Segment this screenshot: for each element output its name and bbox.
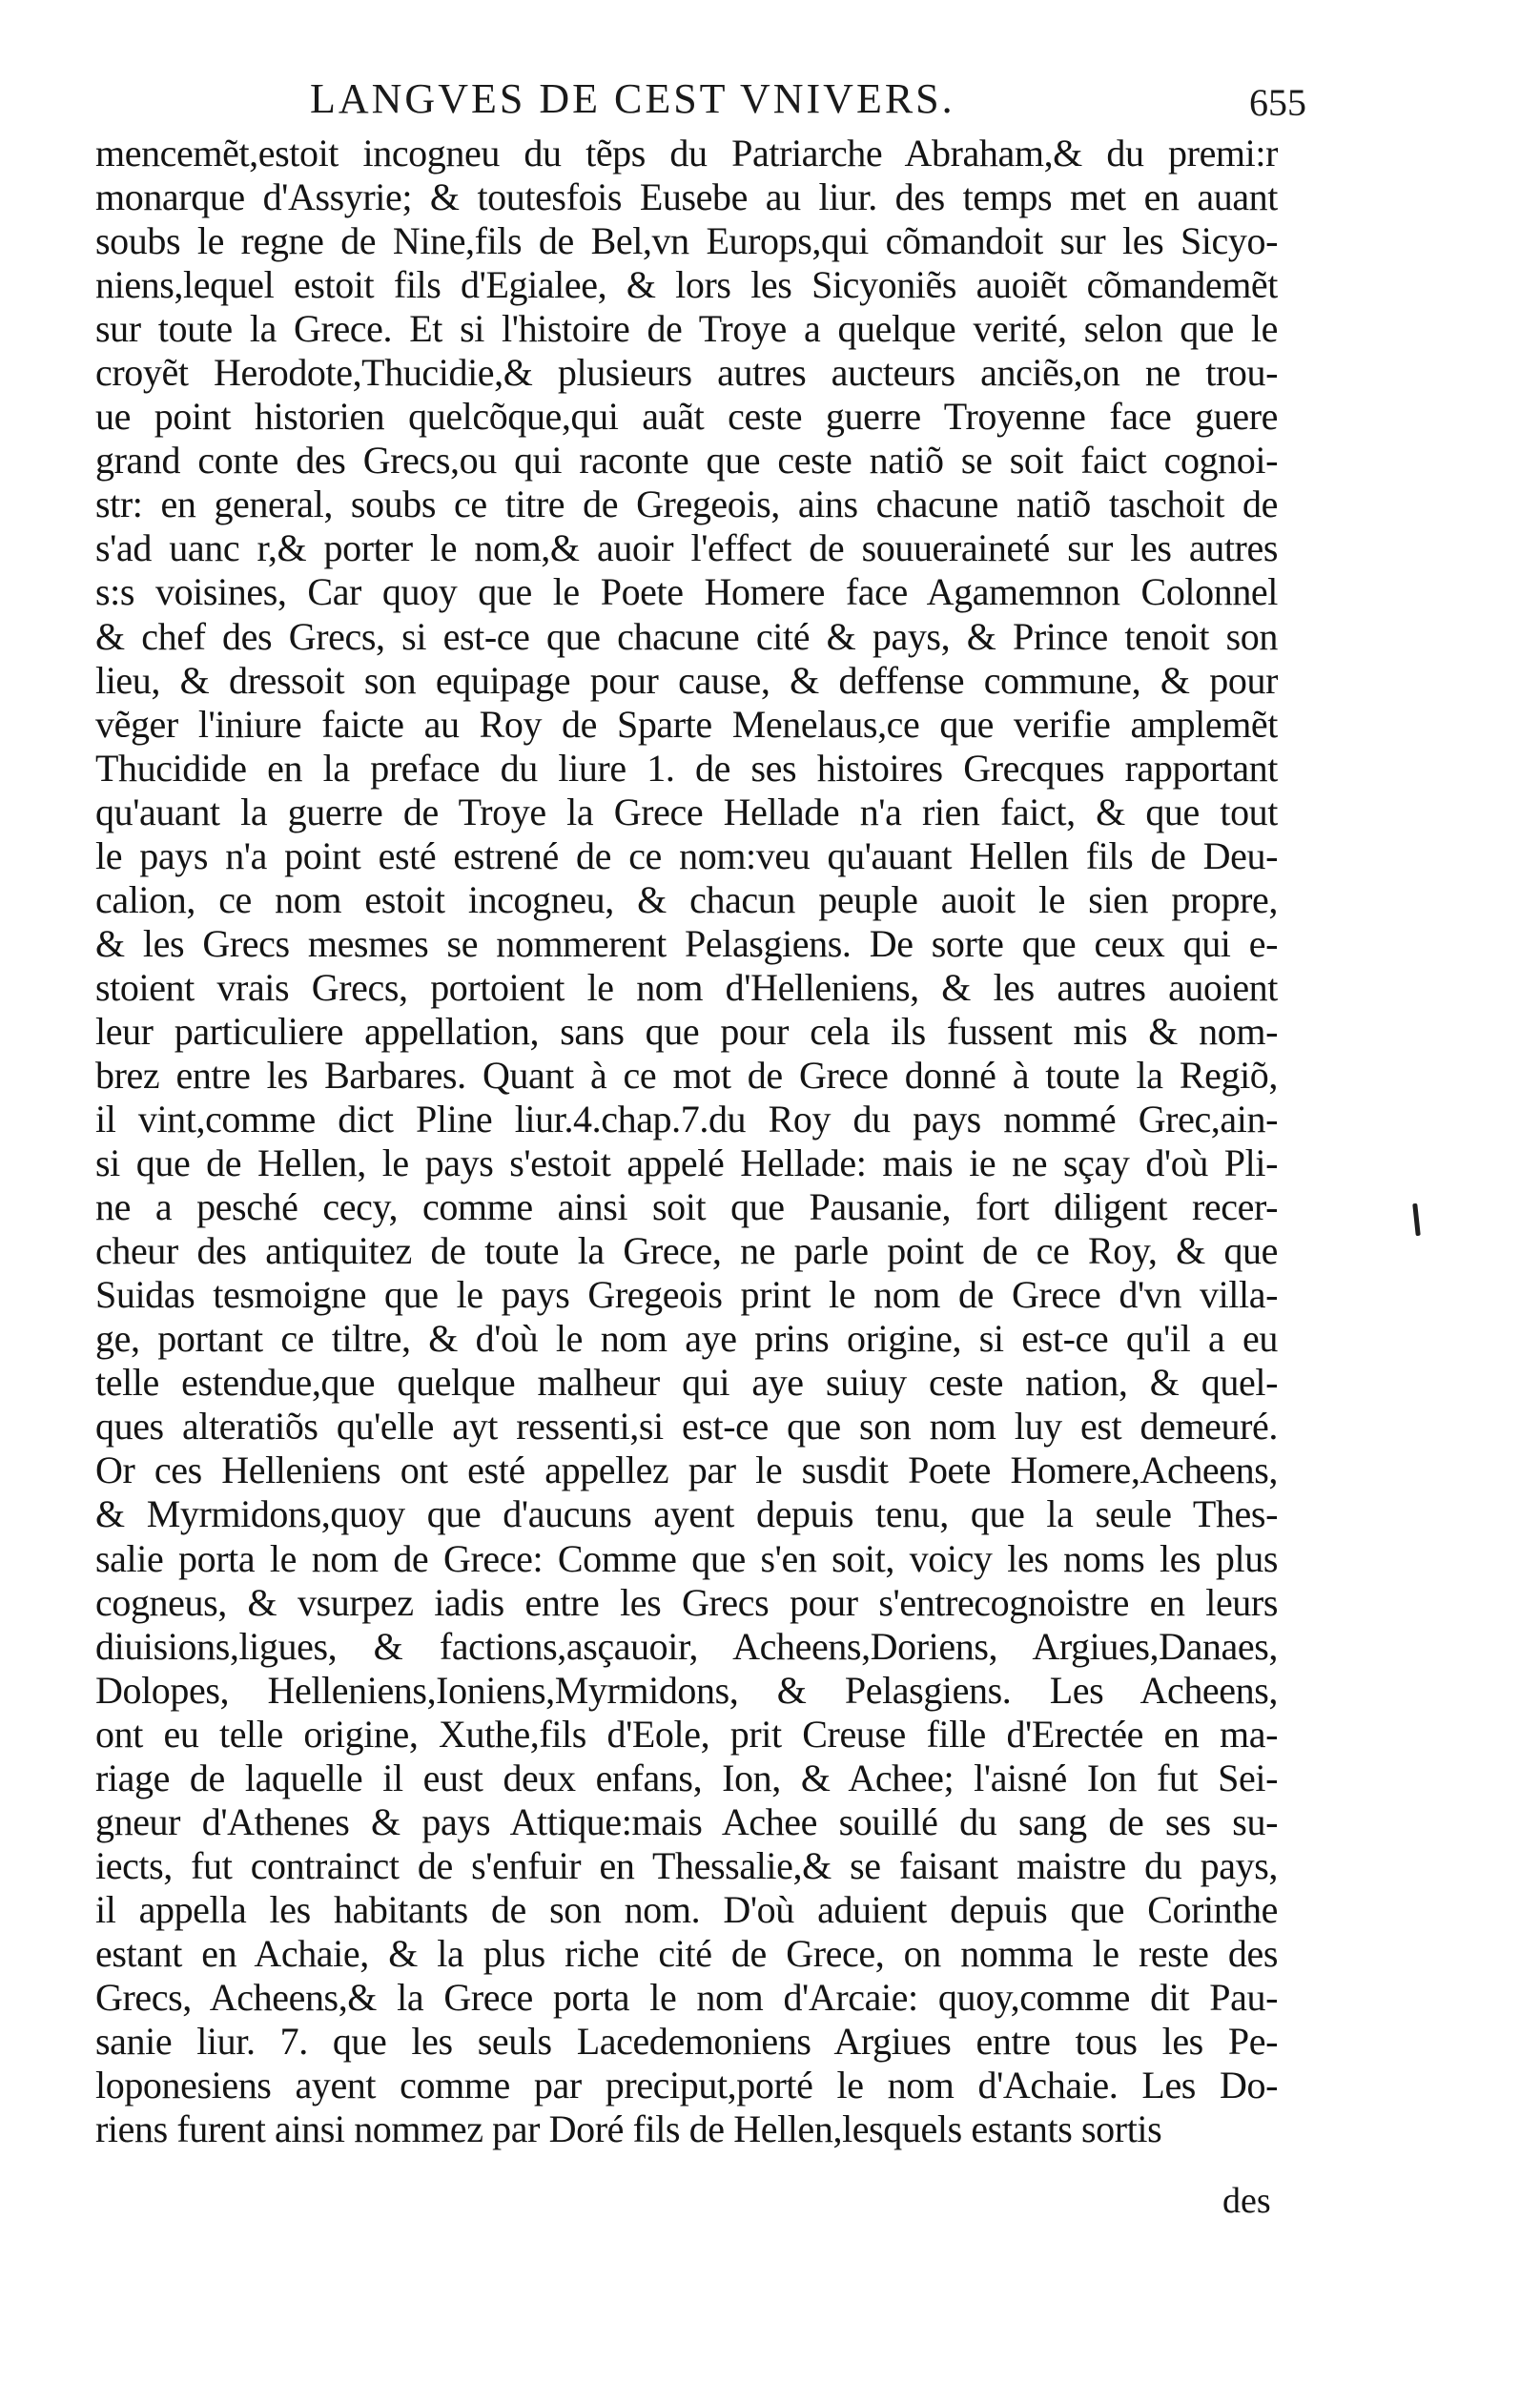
text-line: il appella les habitants de son nom. D'où aduient depuis que Corinthe — [95, 1887, 1278, 1931]
text-line: gneur d'Athenes & pays Attique:mais Achee souillé du sang de ses su- — [95, 1799, 1278, 1843]
text-line: cheur des antiquitez de toute la Grece, ne parle point de ce Roy, & que — [95, 1229, 1278, 1273]
text-line: & Myrmidons,quoy que d'aucuns ayent depuis tenu, que la seule Thes- — [95, 1492, 1278, 1536]
text-line: s'ad uanc r,& porter le nom,& auoir l'effect de souueraineté sur les autres — [95, 526, 1278, 570]
text-line: il vint,comme dict Pline liur.4.chap.7.du Roy du pays nommé Grec,ain- — [95, 1098, 1278, 1141]
catchword: des — [1222, 2181, 1271, 2221]
text-line: iects, fut contrainct de s'enfuir en Thessalie,& se faisant maistre du pays, — [95, 1843, 1278, 1887]
text-line: salie porta le nom de Grece: Comme que s'en soit, voicy les noms les plus — [95, 1536, 1278, 1580]
margin-mark — [1412, 1203, 1421, 1236]
text-line: grand conte des Grecs,ou qui raconte que ceste natiõ se soit faict cognoi- — [95, 439, 1278, 483]
text-line: mencemẽt,estoit incogneu du tẽps du Patriarche Abraham,& du premi:r — [95, 132, 1278, 175]
text-line: ge, portant ce tiltre, & d'où le nom aye prins origine, si est-ce qu'il a eu — [95, 1317, 1278, 1361]
text-line: calion, ce nom estoit incogneu, & chacun peuple auoit le sien propre, — [95, 877, 1278, 921]
text-line: telle estendue,que quelque malheur qui aye suiuy ceste nation, & quel- — [95, 1361, 1278, 1405]
text-line: Suidas tesmoigne que le pays Gregeois print le nom de Grece d'vn villa- — [95, 1273, 1278, 1317]
text-line: niens,lequel estoit fils d'Egialee, & lors les Sicyoniẽs auoiẽt cõmandemẽt — [95, 263, 1278, 307]
running-head: LANGVES DE CEST VNIVERS. — [310, 75, 955, 122]
text-line: & chef des Grecs, si est-ce que chacune cité & pays, & Prince tenoit son — [95, 614, 1278, 658]
text-line: sur toute la Grece. Et si l'histoire de Troye a quelque verité, selon que le — [95, 307, 1278, 351]
text-line: brez entre les Barbares. Quant à ce mot de Grece donné à toute la Regiõ, — [95, 1053, 1278, 1097]
text-line: estant en Achaie, & la plus riche cité de Grece, on nomma le reste des — [95, 1931, 1278, 1975]
text-line: Thucidide en la preface du liure 1. de ses histoires Grecques rapportant — [95, 746, 1278, 790]
text-line: riage de laquelle il eust deux enfans, Ion, & Achee; l'aisné Ion fut Sei- — [95, 1756, 1278, 1799]
text-line: le pays n'a point esté estrené de ce nom:veu qu'auant Hellen fils de Deu- — [95, 833, 1278, 877]
text-line: soubs le regne de Nine,fils de Bel,vn Europs,qui cõmandoit sur les Sicyo- — [95, 219, 1278, 263]
text-line: qu'auant la guerre de Troye la Grece Hellade n'a rien faict, & que tout — [95, 790, 1278, 833]
text-line: diuisions,ligues, & factions,asçauoir, Acheens,Doriens, Argiues,Danaes, — [95, 1624, 1278, 1668]
text-line: si que de Hellen, le pays s'estoit appelé Hellade: mais ie ne sçay d'où Pli- — [95, 1141, 1278, 1185]
page-header — [95, 74, 1306, 132]
body-text — [95, 132, 1278, 2151]
text-line: loponesiens ayent comme par preciput,porté le nom d'Achaie. Les Do- — [95, 2064, 1278, 2107]
text-line: ont eu telle origine, Xuthe,fils d'Eole, prit Creuse fille d'Erectée en ma- — [95, 1712, 1278, 1756]
text-line: str: en general, soubs ce titre de Gregeois, ains chacune natiõ taschoit de — [95, 483, 1278, 526]
text-line: & les Grecs mesmes se nommerent Pelasgiens. De sorte que ceux qui e- — [95, 921, 1278, 965]
text-line: leur particuliere appellation, sans que pour cela ils fussent mis & nom- — [95, 1009, 1278, 1053]
text-line: Or ces Helleniens ont esté appellez par le susdit Poete Homere,Acheens, — [95, 1449, 1278, 1492]
text-line: cogneus, & vsurpez iadis entre les Grecs pour s'entrecognoistre en leurs — [95, 1580, 1278, 1624]
text-line: ques alteratiõs qu'elle ayt ressenti,si est-ce que son nom luy est demeuré. — [95, 1405, 1278, 1449]
text-line: Dolopes, Helleniens,Ioniens,Myrmidons, & Pelasgiens. Les Acheens, — [95, 1668, 1278, 1712]
text-line: croyẽt Herodote,Thucidie,& plusieurs autres aucteurs anciẽs,on ne trou- — [95, 351, 1278, 395]
text-line: ne a pesché cecy, comme ainsi soit que Pausanie, fort diligent recer- — [95, 1185, 1278, 1229]
text-line: Grecs, Acheens,& la Grece porta le nom d'Arcaie: quoy,comme dit Pau- — [95, 1975, 1278, 2019]
text-line: stoient vrais Grecs, portoient le nom d'Helleniens, & les autres auoient — [95, 965, 1278, 1009]
text-line: sanie liur. 7. que les seuls Lacedemoniens Argiues entre tous les Pe- — [95, 2020, 1278, 2064]
text-line: vẽger l'iniure faicte au Roy de Sparte Menelaus,ce que verifie amplemẽt — [95, 702, 1278, 746]
text-line: lieu, & dressoit son equipage pour cause, & deffense commune, & pour — [95, 658, 1278, 702]
text-line: riens furent ainsi nommez par Doré fils de Hellen,lesquels estants sortis — [95, 2107, 1162, 2151]
text-line: monarque d'Assyrie; & toutesfois Eusebe au liur. des temps met en auant — [95, 175, 1278, 219]
text-line: ue point historien quelcõque,qui auãt ceste guerre Troyenne face guere — [95, 395, 1278, 439]
page-number: 655 — [1249, 81, 1306, 124]
text-line: s:s voisines, Car quoy que le Poete Homere face Agamemnon Colonnel — [95, 570, 1278, 614]
